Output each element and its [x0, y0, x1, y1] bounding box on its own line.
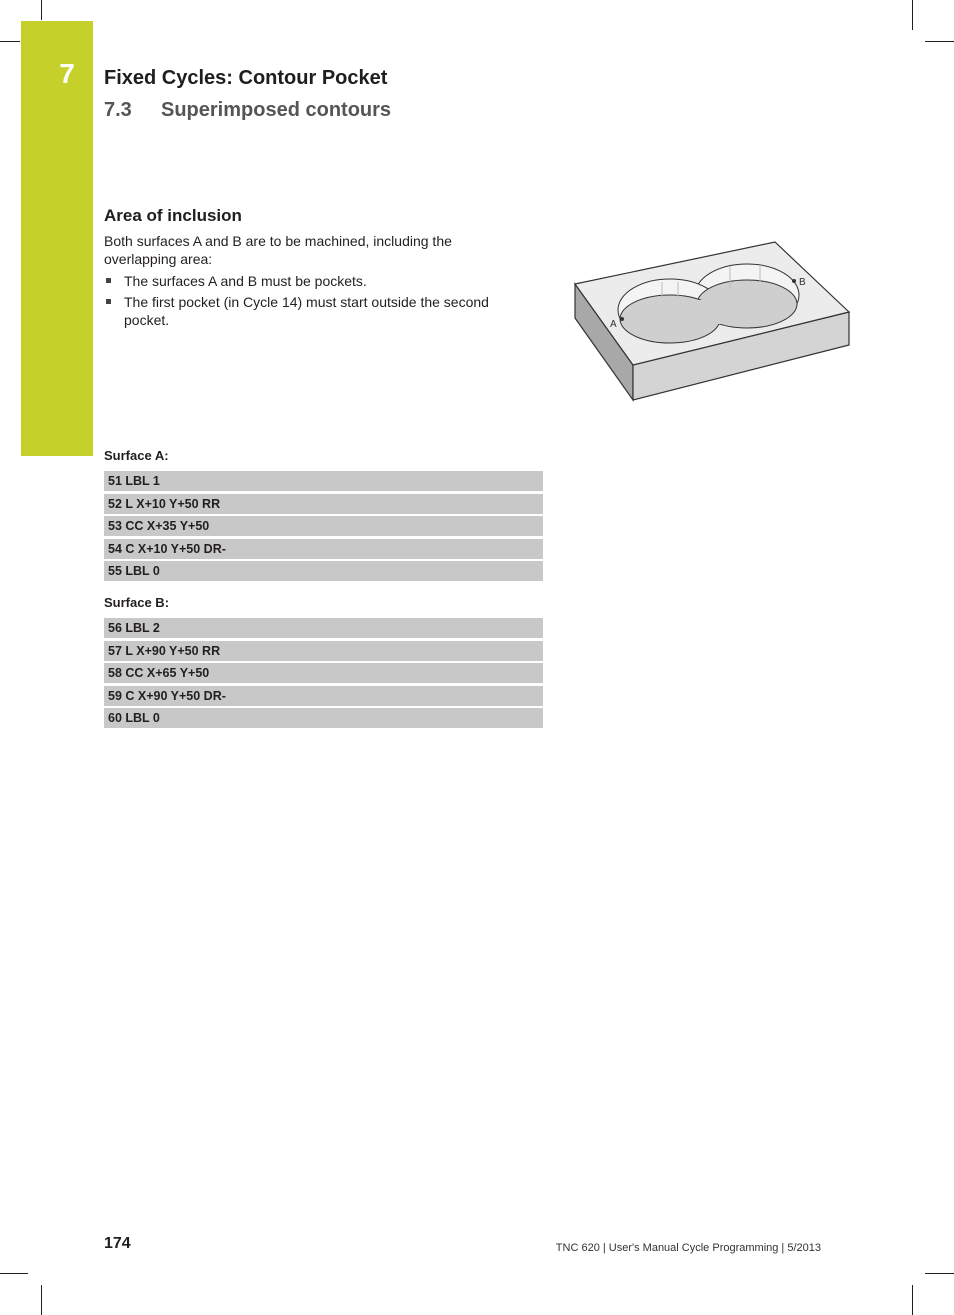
intro-paragraph: Both surfaces A and B are to be machined, including the overlapping area:: [104, 233, 452, 267]
surface-a-label: Surface A:: [104, 448, 169, 463]
surface-a-table: [104, 471, 543, 584]
table-row: 52 L X+10 Y+50 RR: [104, 494, 543, 514]
crop-mark: [925, 1273, 954, 1274]
bullet-text: The first pocket (in Cycle 14) must start outside the second pocket.: [124, 294, 489, 328]
footer-doc-info: TNC 620 | User's Manual Cycle Programming | 5/2013: [555, 1242, 821, 1254]
crop-mark: [41, 1285, 42, 1315]
crop-mark: [912, 1285, 913, 1315]
pocket-overlap: [690, 300, 726, 324]
table-row: 54 C X+10 Y+50 DR-: [104, 539, 543, 559]
bullet-square-icon: [106, 278, 111, 283]
bullet-text: The surfaces A and B must be pockets.: [124, 273, 367, 289]
crop-mark: [0, 1273, 28, 1274]
table-row: 59 C X+90 Y+50 DR-: [104, 686, 543, 706]
table-row: 55 LBL 0: [104, 561, 543, 581]
point-b-label: B: [799, 277, 806, 288]
bullet-square-icon: [106, 299, 111, 304]
table-row: 51 LBL 1: [104, 471, 543, 491]
chapter-number: 7: [59, 58, 75, 89]
surface-b-table: [104, 618, 543, 731]
chapter-title: Fixed Cycles: Contour Pocket: [104, 67, 388, 89]
surface-b-label: Surface B:: [104, 595, 170, 610]
section-heading: [104, 99, 391, 122]
table-row: 53 CC X+35 Y+50: [104, 516, 543, 536]
table-row: 60 LBL 0: [104, 708, 543, 728]
table-row: 56 LBL 2: [104, 618, 543, 638]
subsection-title: Area of inclusion: [104, 206, 242, 225]
section-title: Superimposed contours: [161, 99, 392, 121]
table-row: 58 CC X+65 Y+50: [104, 663, 543, 683]
table-row: 57 L X+90 Y+50 RR: [104, 641, 543, 661]
pocket-figure: [570, 238, 855, 406]
section-number: 7.3: [104, 99, 132, 121]
bullet-list: [104, 272, 524, 332]
crop-mark: [0, 41, 20, 42]
point-a-label: A: [610, 319, 617, 330]
list-item: [104, 272, 524, 290]
crop-mark: [925, 41, 954, 42]
point-b-marker: [792, 279, 796, 283]
page-number: 174: [104, 1235, 131, 1252]
list-item: [104, 293, 524, 329]
point-a-marker: [620, 317, 624, 321]
crop-mark: [912, 0, 913, 30]
crop-mark: [41, 0, 42, 20]
